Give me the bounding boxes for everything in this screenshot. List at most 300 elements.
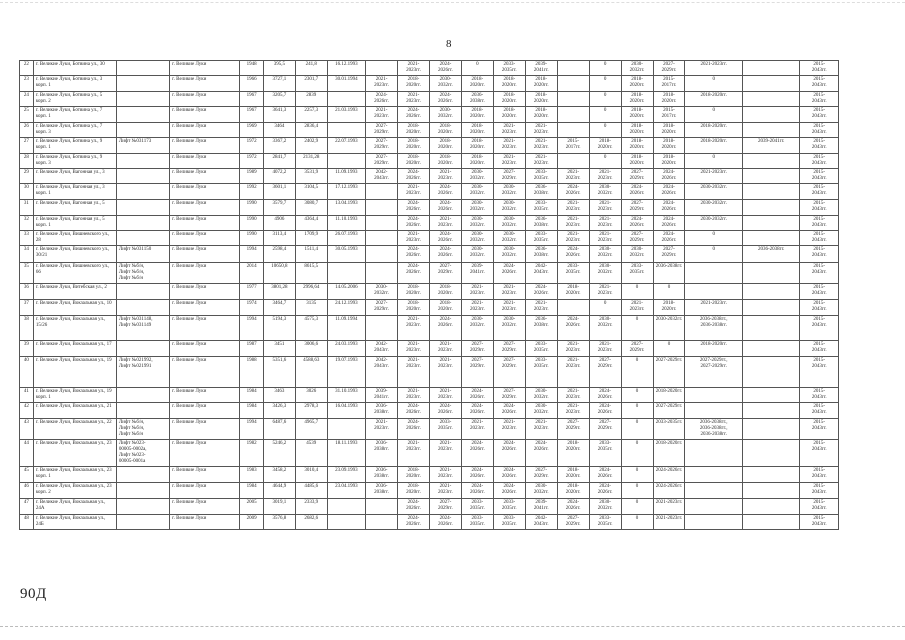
schedule-cell-c6: 2021- 2023гг. [525, 300, 557, 316]
schedule-cell-c8: 2024- 2026гг. [589, 483, 621, 499]
schedule-cell-c4: 2033- 2035гг. [461, 499, 493, 515]
schedule-cell-c3: 2024- 2026гг. [429, 246, 461, 263]
schedule-cell-c13: 2015- 2043гг. [800, 231, 839, 246]
date-cell: 11.09.1993 [327, 169, 365, 184]
schedule-cell-c7 [557, 107, 589, 123]
table-row [20, 76, 839, 92]
schedule-cell-c13: 2015- 2043гг. [800, 169, 839, 184]
year-cell: 1967 [240, 92, 263, 107]
schedule-cell-c1: 2042- 2043гг. [366, 169, 398, 184]
lift-cell [116, 341, 169, 357]
living-area-cell: 241,8 [295, 61, 327, 76]
schedule-cell-c3: 2021- 2023гг. [429, 483, 461, 499]
schedule-cell-c11 [685, 388, 743, 403]
schedule-cell-c8: 2021- 2023гг. [589, 284, 621, 300]
schedule-cell-c1: 2021- 2023гг. [366, 419, 398, 440]
schedule-cell-c12 [742, 184, 800, 200]
total-area-cell: 6487,6 [263, 419, 295, 440]
schedule-cell-c1 [366, 231, 398, 246]
schedule-cell-c6: 2018- 2020гг. [525, 92, 557, 107]
schedule-cell-c13: 2015- 2043гг. [800, 61, 839, 76]
schedule-cell-c4: 2021- 2023гг. [461, 419, 493, 440]
schedule-cell-c4: 2030- 2032гг. [461, 200, 493, 216]
schedule-cell-c9: 0 [621, 316, 653, 341]
date-cell [327, 123, 365, 138]
schedule-cell-c13: 2015- 2043гг. [800, 154, 839, 169]
schedule-cell-c12 [742, 76, 800, 92]
schedule-cell-c12 [742, 403, 800, 419]
schedule-cell-c5: 2021- 2023гг. [493, 419, 525, 440]
schedule-cell-c4: 2024- 2026гг. [461, 388, 493, 403]
schedule-cell-c11: 0 [685, 246, 743, 263]
lift-cell [116, 200, 169, 216]
row-number-cell: 36 [20, 284, 34, 300]
top-edge [0, 2, 905, 3]
year-cell: 1966 [240, 76, 263, 92]
schedule-cell-c4: 2021- 2023гг. [461, 300, 493, 316]
year-cell: 1988 [240, 357, 263, 388]
table-row [20, 123, 839, 138]
total-area-cell: 5351,6 [263, 357, 295, 388]
living-area-cell: 2301,7 [295, 76, 327, 92]
address-cell: г. Великие Луки, Вагонная ул., 5 [33, 200, 116, 216]
schedule-cell-c9: 2027- 2029гг. [621, 231, 653, 246]
schedule-cell-c3: 2027- 2029гг. [429, 499, 461, 515]
schedule-cell-c10: 2024- 2026гг. [653, 200, 685, 216]
living-area-cell: 2836,4 [295, 123, 327, 138]
schedule-cell-c12 [742, 388, 800, 403]
page-edge [0, 626, 905, 627]
schedule-cell-c6: 2036- 2038гг. [525, 216, 557, 231]
schedule-cell-c10: 2024- 2026гг. [653, 231, 685, 246]
year-cell: 1992 [240, 184, 263, 200]
year-cell: 1982 [240, 440, 263, 467]
schedule-cell-c12 [742, 341, 800, 357]
schedule-cell-c11 [685, 284, 743, 300]
address-cell: г. Великие Луки, Ботвина ул., 9 корп. 1 [33, 138, 116, 154]
schedule-cell-c5: 2024- 2026гг. [493, 467, 525, 483]
address-cell: г. Великие Луки, Вокзальная ул., 19 [33, 357, 116, 388]
lift-cell: Лифт №023- 00005-0002а, Лифт №023- 00005-0001а [116, 440, 169, 467]
schedule-cell-c1: 2042- 2043гг. [366, 357, 398, 388]
schedule-cell-c6: 2036- 2038гг. [525, 246, 557, 263]
address-cell: г. Великие Луки, Вокзальная ул., 24А [33, 499, 116, 515]
schedule-cell-c11 [685, 483, 743, 499]
address-cell: г. Великие Луки, Вишневского ул., 28 [33, 231, 116, 246]
schedule-cell-c6: 2030- 2032гг. [525, 483, 557, 499]
schedule-cell-c2: 2024- 2026гг. [398, 107, 430, 123]
schedule-cell-c4: 2039- 2041гг. [461, 263, 493, 284]
schedule-cell-c9: 2027- 2029гг. [621, 200, 653, 216]
schedule-cell-c8: 0 [589, 76, 621, 92]
address-cell: г. Великие Луки, Вокзальная ул., 23 [33, 440, 116, 467]
schedule-cell-c7: 2021- 2023гг. [557, 388, 589, 403]
schedule-cell-c10: 2033-2035гг. [653, 419, 685, 440]
year-cell: 1983 [240, 467, 263, 483]
total-area-cell: 3601,1 [263, 184, 295, 200]
schedule-cell-c1 [366, 515, 398, 530]
schedule-cell-c8: 2030- 2032гг. [589, 246, 621, 263]
table-row [20, 61, 839, 76]
year-cell: 1967 [240, 107, 263, 123]
city-cell: г. Великие Луки [170, 499, 240, 515]
schedule-cell-c11: 2018-2020гг. [685, 92, 743, 107]
row-number-cell: 47 [20, 499, 34, 515]
schedule-cell-c1: 2042- 2043гг. [366, 341, 398, 357]
schedule-cell-c6: 2024- 2026гг. [525, 284, 557, 300]
schedule-cell-c6: 2036- 2038гг. [525, 316, 557, 341]
year-cell: 1987 [240, 341, 263, 357]
address-cell: г. Великие Луки, Ботвина ул., 9 корп. 3 [33, 154, 116, 169]
living-area-cell: 2682,6 [295, 515, 327, 530]
schedule-cell-c5: 2018- 2020гг. [493, 92, 525, 107]
living-area-cell: 3104,5 [295, 184, 327, 200]
schedule-cell-c1: 2039- 2041гг. [366, 388, 398, 403]
schedule-cell-c10: 2027-2029гг. [653, 403, 685, 419]
schedule-cell-c11 [685, 499, 743, 515]
date-cell: 14.05.2006 [327, 284, 365, 300]
schedule-cell-c11: 2018-2020гг. [685, 123, 743, 138]
schedule-cell-c7 [557, 61, 589, 76]
schedule-cell-c11: 2030-2032гг. [685, 184, 743, 200]
living-area-cell: 2996,64 [295, 284, 327, 300]
total-area-cell: 3579,7 [263, 200, 295, 216]
schedule-cell-c3: 2021- 2023гг. [429, 341, 461, 357]
schedule-cell-c10: 2018-2020гг. [653, 388, 685, 403]
row-number-cell: 39 [20, 341, 34, 357]
schedule-cell-c1: 2027- 2029гг. [366, 138, 398, 154]
schedule-cell-c5: 2030- 2032гг. [493, 184, 525, 200]
city-cell: г. Великие Луки [170, 76, 240, 92]
schedule-cell-c8: 0 [589, 61, 621, 76]
schedule-cell-c7: 2021- 2023гг. [557, 341, 589, 357]
table-row [20, 138, 839, 154]
table-row [20, 246, 839, 263]
date-cell: 30.05.1993 [327, 246, 365, 263]
date-cell: 18.11.1993 [327, 440, 365, 467]
date-cell: 24.03.1993 [327, 341, 365, 357]
table-row [20, 300, 839, 316]
date-cell: 22.07.1993 [327, 138, 365, 154]
table-row [20, 284, 839, 300]
schedule-cell-c1: 2027- 2029гг. [366, 123, 398, 138]
schedule-cell-c2: 2021- 2023гг. [398, 92, 430, 107]
city-cell: г. Великие Луки [170, 263, 240, 284]
schedule-cell-c4: 2027- 2029гг. [461, 341, 493, 357]
row-number-cell: 29 [20, 169, 34, 184]
schedule-cell-c13: 2015- 2043гг. [800, 499, 839, 515]
city-cell: г. Великие Луки [170, 515, 240, 530]
schedule-cell-c7: 2018- 2020гг. [557, 440, 589, 467]
schedule-cell-c9: 2033- 2035гг. [621, 263, 653, 284]
living-area-cell: 4485,6 [295, 483, 327, 499]
schedule-cell-c12 [742, 169, 800, 184]
living-area-cell: 3135 [295, 300, 327, 316]
schedule-cell-c2: 2018- 2020гг. [398, 300, 430, 316]
schedule-cell-c6: 2033- 2035гг. [525, 357, 557, 388]
schedule-cell-c12: 2036-2038гг. [742, 246, 800, 263]
schedule-cell-c7: 2021- 2023гг. [557, 216, 589, 231]
date-cell: 30.01.1994 [327, 76, 365, 92]
row-number-cell: 33 [20, 231, 34, 246]
date-cell: 11.10.1993 [327, 216, 365, 231]
schedule-cell-c2: 2024- 2026гг. [398, 216, 430, 231]
schedule-cell-c9: 0 [621, 440, 653, 467]
schedule-cell-c13: 2015- 2043гг. [800, 123, 839, 138]
schedule-cell-c9: 2018- 2020гг. [621, 123, 653, 138]
schedule-cell-c5: 2030- 2032гг. [493, 200, 525, 216]
row-number-cell: 41 [20, 388, 34, 403]
schedule-cell-c8: 0 [589, 300, 621, 316]
schedule-cell-c11: 0 [685, 154, 743, 169]
living-area-cell: 4364,4 [295, 216, 327, 231]
city-cell: г. Великие Луки [170, 316, 240, 341]
lift-cell [116, 61, 169, 76]
lift-cell [116, 169, 169, 184]
schedule-cell-c11: 2021-2023гг. [685, 169, 743, 184]
city-cell: г. Великие Луки [170, 440, 240, 467]
city-cell: г. Великие Луки [170, 200, 240, 216]
schedule-cell-c6: 2036- 2038гг. [525, 184, 557, 200]
living-area-cell: 2257,3 [295, 107, 327, 123]
total-area-cell: 3727,1 [263, 76, 295, 92]
schedule-cell-c10: 2015- 2017гг. [653, 76, 685, 92]
schedule-cell-c9: 2027- 2029гг. [621, 169, 653, 184]
schedule-cell-c5: 2033- 2035гг. [493, 499, 525, 515]
schedule-cell-c2: 2018- 2020гг. [398, 154, 430, 169]
city-cell: г. Великие Луки [170, 184, 240, 200]
schedule-cell-c12: 2039-2041гг. [742, 138, 800, 154]
address-cell: г. Великие Луки, Вишневского ул., 30/21 [33, 246, 116, 263]
schedule-cell-c13: 2015- 2043гг. [800, 92, 839, 107]
schedule-cell-c8: 2024- 2026гг. [589, 403, 621, 419]
schedule-cell-c6: 2033- 2035гг. [525, 231, 557, 246]
schedule-cell-c9: 2018- 2020гг. [621, 92, 653, 107]
city-cell: г. Великие Луки [170, 216, 240, 231]
living-area-cell: 2839 [295, 92, 327, 107]
date-cell: 19.07.1993 [327, 357, 365, 388]
schedule-cell-c2: 2021- 2023гг. [398, 61, 430, 76]
schedule-cell-c13: 2015- 2043гг. [800, 515, 839, 530]
schedule-cell-c4: 2018- 2020гг. [461, 107, 493, 123]
schedule-cell-c5: 2018- 2020гг. [493, 76, 525, 92]
schedule-cell-c3: 2018- 2020гг. [429, 300, 461, 316]
schedule-cell-c5: 2030- 2032гг. [493, 246, 525, 263]
schedule-cell-c4: 2021- 2023гг. [461, 284, 493, 300]
total-area-cell: 4072,2 [263, 169, 295, 184]
schedule-cell-c8: 2024- 2026гг. [589, 467, 621, 483]
row-number-cell: 30 [20, 184, 34, 200]
schedule-cell-c11 [685, 440, 743, 467]
schedule-cell-c12 [742, 216, 800, 231]
schedule-cell-c8: 2030- 2032гг. [589, 499, 621, 515]
schedule-cell-c6: 2021- 2023гг. [525, 419, 557, 440]
date-cell: 24.12.1993 [327, 300, 365, 316]
year-cell: 1974 [240, 300, 263, 316]
schedule-cell-c5: 2024- 2026гг. [493, 483, 525, 499]
schedule-cell-c3: 2024- 2026гг. [429, 231, 461, 246]
schedule-cell-c2: 2018- 2020гг. [398, 483, 430, 499]
schedule-cell-c7: 2021- 2023гг. [557, 403, 589, 419]
total-area-cell: 395,5 [263, 61, 295, 76]
schedule-cell-c5: 2027- 2029гг. [493, 169, 525, 184]
registry-table [19, 60, 839, 530]
table-row [20, 419, 839, 440]
schedule-cell-c3: 2024- 2026гг. [429, 184, 461, 200]
schedule-cell-c4: 2030- 2032гг. [461, 216, 493, 231]
schedule-cell-c6: 2039- 2041гг. [525, 499, 557, 515]
schedule-cell-c10: 2027- 2029гг. [653, 61, 685, 76]
schedule-cell-c11 [685, 263, 743, 284]
schedule-cell-c2: 2024- 2026гг. [398, 169, 430, 184]
table-row [20, 216, 839, 231]
row-number-cell: 48 [20, 515, 34, 530]
date-cell [327, 515, 365, 530]
city-cell: г. Великие Луки [170, 284, 240, 300]
schedule-cell-c12 [742, 300, 800, 316]
lift-cell [116, 154, 169, 169]
year-cell: 1972 [240, 154, 263, 169]
schedule-cell-c12 [742, 61, 800, 76]
schedule-cell-c4: 2018- 2020гг. [461, 138, 493, 154]
schedule-cell-c9: 0 [621, 284, 653, 300]
schedule-cell-c5: 2024- 2026гг. [493, 403, 525, 419]
lift-cell [116, 76, 169, 92]
schedule-cell-c2: 2018- 2020гг. [398, 123, 430, 138]
schedule-cell-c7: 2024- 2026гг. [557, 246, 589, 263]
living-area-cell: 3531,9 [295, 169, 327, 184]
schedule-cell-c1: 2036- 2038гг. [366, 403, 398, 419]
schedule-cell-c9: 0 [621, 403, 653, 419]
schedule-cell-c12 [742, 483, 800, 499]
schedule-cell-c13: 2015- 2043гг. [800, 316, 839, 341]
lift-cell: Лифт №б/н, Лифт №б/н, Лифт №б/н [116, 263, 169, 284]
schedule-cell-c11: 2030-2032гг. [685, 200, 743, 216]
year-cell: 1994 [240, 316, 263, 341]
schedule-cell-c1: 2021- 2023гг. [366, 107, 398, 123]
address-cell: г. Великие Луки, Ботвина ул., 30 [33, 61, 116, 76]
row-number-cell: 43 [20, 419, 34, 440]
schedule-cell-c6: 2021- 2023гг. [525, 138, 557, 154]
schedule-cell-c3: 2027- 2029гг. [429, 263, 461, 284]
living-area-cell: 4575,3 [295, 316, 327, 341]
table-row [20, 388, 839, 403]
schedule-cell-c8: 2033- 2035гг. [589, 440, 621, 467]
living-area-cell: 2978,3 [295, 403, 327, 419]
schedule-cell-c13: 2015- 2043гг. [800, 300, 839, 316]
schedule-cell-c5: 2024- 2026гг. [493, 263, 525, 284]
schedule-cell-c9: 0 [621, 419, 653, 440]
year-cell: 2014 [240, 263, 263, 284]
schedule-cell-c4: 2018- 2020гг. [461, 76, 493, 92]
footer-mark: 90Д [20, 586, 47, 602]
schedule-cell-c8: 2027- 2029гг. [589, 357, 621, 388]
schedule-cell-c12 [742, 440, 800, 467]
address-cell: г. Великие Луки, Ботвина ул., 7 корп. 1 [33, 107, 116, 123]
address-cell: г. Великие Луки, Вокзальная ул., 19 корп. 1 [33, 388, 116, 403]
schedule-cell-c4: 2024- 2026гг. [461, 403, 493, 419]
schedule-cell-c3: 2021- 2023гг. [429, 216, 461, 231]
schedule-cell-c4: 2024- 2026гг. [461, 467, 493, 483]
table-row [20, 357, 839, 388]
schedule-cell-c6: 2033- 2035гг. [525, 200, 557, 216]
total-area-cell: 10650,8 [263, 263, 295, 284]
schedule-cell-c8: 2030- 2032гг. [589, 316, 621, 341]
schedule-cell-c8: 0 [589, 107, 621, 123]
city-cell: г. Великие Луки [170, 92, 240, 107]
total-area-cell: 3464 [263, 123, 295, 138]
schedule-cell-c7 [557, 76, 589, 92]
row-number-cell: 44 [20, 440, 34, 467]
schedule-cell-c7: 2027- 2029гг. [557, 419, 589, 440]
year-cell: 2009 [240, 515, 263, 530]
year-cell: 1990 [240, 216, 263, 231]
schedule-cell-c12 [742, 499, 800, 515]
schedule-cell-c1: 2027- 2029гг. [366, 154, 398, 169]
schedule-cell-c5: 2027- 2029гг. [493, 357, 525, 388]
row-number-cell: 25 [20, 107, 34, 123]
schedule-cell-c5: 2024- 2026гг. [493, 440, 525, 467]
living-area-cell: 4588,63 [295, 357, 327, 388]
schedule-cell-c3: 2024- 2026гг. [429, 200, 461, 216]
row-number-cell: 26 [20, 123, 34, 138]
schedule-cell-c13: 2015- 2043гг. [800, 284, 839, 300]
schedule-cell-c5: 2021- 2023гг. [493, 138, 525, 154]
schedule-cell-c13: 2015- 2043гг. [800, 440, 839, 467]
schedule-cell-c13: 2015- 2043гг. [800, 341, 839, 357]
lift-cell [116, 515, 169, 530]
address-cell: г. Великие Луки, Вишневского ул., 66 [33, 263, 116, 284]
schedule-cell-c2: 2024- 2026гг. [398, 246, 430, 263]
schedule-cell-c9: 2030- 2032гг. [621, 246, 653, 263]
year-cell: 1948 [240, 61, 263, 76]
row-number-cell: 46 [20, 483, 34, 499]
address-cell: г. Великие Луки, Ботвина ул., 7 корп. 3 [33, 123, 116, 138]
date-cell: 23.09.1993 [327, 467, 365, 483]
year-cell: 1990 [240, 200, 263, 216]
lift-cell: Лифт №031173 [116, 138, 169, 154]
schedule-cell-c3: 2018- 2020гг. [429, 154, 461, 169]
schedule-cell-c13: 2015- 2043гг. [800, 483, 839, 499]
schedule-cell-c4: 2030- 2032гг. [461, 316, 493, 341]
schedule-cell-c4: 2036- 2038гг. [461, 92, 493, 107]
schedule-cell-c2: 2024- 2026гг. [398, 403, 430, 419]
schedule-cell-c8: 2021- 2023гг. [589, 200, 621, 216]
schedule-cell-c9: 0 [621, 357, 653, 388]
table-row [20, 467, 839, 483]
address-cell: г. Великие Луки, Вокзальная ул., 23 корп. 1 [33, 467, 116, 483]
schedule-cell-c10: 2021-2023гг. [653, 499, 685, 515]
city-cell: г. Великие Луки [170, 300, 240, 316]
schedule-cell-c9: 0 [621, 499, 653, 515]
table-row [20, 107, 839, 123]
schedule-cell-c11: 0 [685, 231, 743, 246]
total-area-cell: 2598,4 [263, 246, 295, 263]
lift-cell [116, 388, 169, 403]
table-row [20, 403, 839, 419]
schedule-cell-c2: 2021- 2023гг. [398, 316, 430, 341]
schedule-cell-c13: 2015- 2043гг. [800, 467, 839, 483]
lift-cell [116, 300, 169, 316]
address-cell: г. Великие Луки, Вокзальная ул., 23 корп. 2 [33, 483, 116, 499]
schedule-cell-c3: 2033- 2035гг. [429, 419, 461, 440]
table-row [20, 483, 839, 499]
schedule-cell-c12 [742, 357, 800, 388]
table-row [20, 231, 839, 246]
city-cell: г. Великие Луки [170, 138, 240, 154]
date-cell: 16.12.1993 [327, 61, 365, 76]
lift-cell [116, 184, 169, 200]
